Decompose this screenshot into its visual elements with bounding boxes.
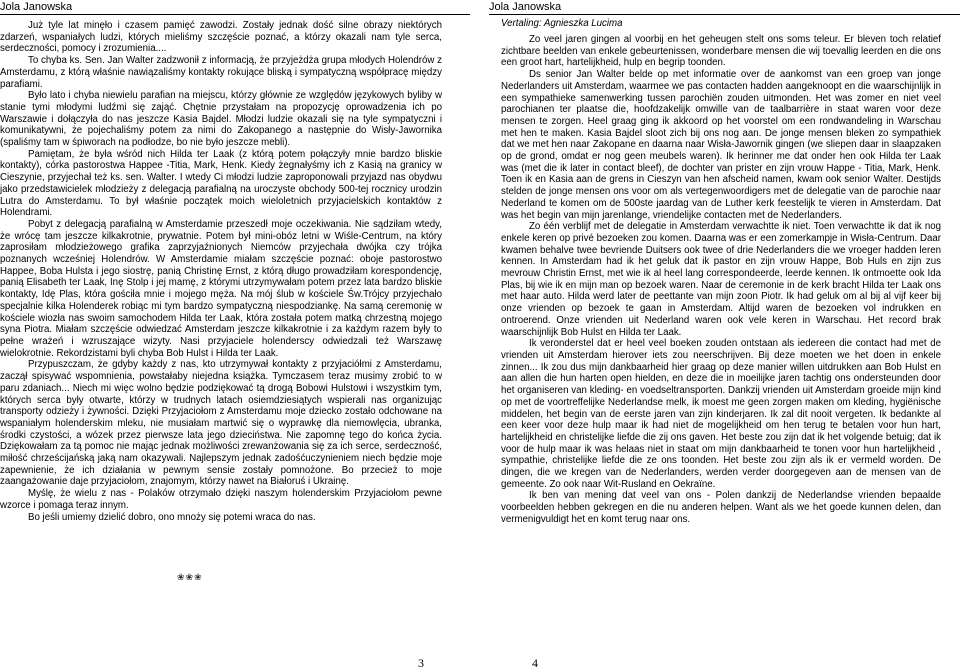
paragraph: Zo veel jaren gingen al voorbij en het geheugen stelt ons soms teleur. Er bleven toch relatief zichtbare beelden van enkele gebeurtenissen, wonderbare mensen die wij toevallig leerden en die ons een groot hart, hartelijkheid, hulp en begrip toonden. — [501, 34, 941, 69]
header-divider — [489, 14, 960, 15]
paragraph: Było lato i chyba niewielu parafian na miejscu, którzy głównie ze względów językowych byliby w stanie tymi młodymi ludźmi się zająć. Chętnie przystałam na propozycję oprowadzenia ich po Warszawie i dołączyła do nas jeszcze Kasia Bajdel. Młodzi ludzie okazali się na tyle sympatyczni i komunikatywni, że pojechaliśmy potem za nimi do Zakopanego a następnie do Wisły-Jawornika (spaliśmy tam w śpiworach na podłodze, bo nie było jeszcze mebli). — [0, 90, 442, 149]
paragraph: To chyba ks. Sen. Jan Walter zadzwonił z informacją, że przyjeżdża grupa młodych Holendrów z Amsterdamu, z którą właśnie nawiązaliśmy kontakty rokujące bliską i sympatyczną współpracę między parafiami. — [0, 55, 442, 90]
paragraph: Pamiętam, że była wśród nich Hilda ter Laak (z którą potem połączyły mnie bardzo bliskie kontakty), córka pastorostwa Happee -Titia, Mark, Henk. Kiedy żegnałyśmy ich z Kasią na granicy w Cieszynie, przyjechał też ks. sen. Walter. I wtedy Ci młodzi ludzie zaproponowali przyjazd nas obydwu jako przedstawicielek młodzieży z delegacją parafialną na uroczyste obchody 500-tej rocznicy urodzin Lutra do Amsterdamu. To był właśnie początek moich wieloletnich przyjacielskich kontaktów z Holendrami. — [0, 148, 442, 219]
paragraph: Myślę, że wielu z nas - Polaków otrzymało dzięki naszym holenderskim Przyjaciołom pewne wzorce i pomaga teraz innym. — [0, 488, 442, 511]
polish-text-body — [0, 20, 442, 523]
paragraph: Zo één verblijf met de delegatie in Amsterdam verwachtte ik niet. Toen verwachtte ik dat ik nog enkele keren op privé bezoeken zou komen. Daarna was er een zomerkampje in Wisła-Centrum. Daar kwamen behalve twee bevriende Duitsers ook twee of drie Nederlanders die we vroeger hadden leren kennen. In Amsterdam had ik het geluk dat ik pastor en zijn vrouw Happe, Bob Huls en zijn zus mevrouw Christin Ernst, met wie ik al heel lang correspondeerde, leerde kennen. Ik ontmoette ook Ida Plas, bij wie ik en mijn man op bezoek waren. Naar de ceremonie in de kerk bracht Hilda ter Laak ons met haar auto. Hilda werd later de peettante van mijn zoon Piotr. Ik had geluk om al bij al vijf keer bij onze vrienden op bezoek te gaan in Amsterdam. Altijd waren de bezoeken vol indrukken en ontroerend. Onze vrienden uit Nederland waren ook vele keren in Warschau. Het record brak waarschijnlijk Bob Hulst en Hilda ter Laak. — [501, 221, 941, 338]
paragraph: Przypuszczam, że gdyby każdy z nas, kto utrzymywał kontakty z przyjaciółmi z Amsterdamu, zaczął spisywać wspomnienia, powstałaby niejedna książka. Tymczasem teraz musimy zrobić to w paru zdaniach... Niech mi więc wolno będzie podziękować tą drogą Bobowi Hulstowi i wszystkim tym, których serca były otwarte, którzy w trudnych latach osiemdziesiątych wspierali nas organizując transporty odzieży i żywności. Dzięki Przyjaciołom z Amsterdamu moje dziecko zostało odchowane na wspaniałym holenderskim mleku, nie musiałam martwić się o wyprawkę dla niemowlęcia, ubranka, środki czystości, a wózek przez pierwsze lata jego dzieciństwa. Nie zapomnę tego do końca życia. Dziękowałam za tą pomoc nie mając jednak możliwości zrewanżowania się za ich serce, serdeczność, miłość chrześcijańską jaką nam okazywali. Najlepszym jednak zadośćuczynieniem niech będzie moje zapewnienie, że ich działania w pewnym sensie zostały pomnożone. Bo przecież to moje zaangażowanie daje przyjaciołom, znajomym, którzy nawet na Białoruś i Ukrainę. — [0, 359, 442, 488]
ornament-flowers: ❀❀❀ — [177, 572, 203, 582]
header-divider — [0, 14, 470, 15]
right-page — [480, 0, 960, 671]
paragraph: Ik veronderstel dat er heel veel boeken zouden ontstaan als iedereen die contact had met de vrienden uit Amsterdam hierover iets zou neerschrijven. Bij deze moeten we het doen in enkele zinnen... Ik zou dus mijn dankbaarheid hier graag op deze manier willen uitdrukken aan Bob Hulst en aan allen die hun harten open hielden, en deze die in moeilijke jaren tachtig ons ondersteunden door het organiseren van kleding- en voedseltransporten. Dankzij vrienden uit Amsterdam groeide mijn kind op met de voortreffelijke Nederlandse melk, ik moest me geen zorgen maken om kleding, hygiënische middelen, het begin van de eerste jaren van zijn kinderjaren. Ik zal dit nooit vergeten. Ik bedankte al een keer voor deze hulp maar ik had niet de mogelijkheid om hen terug te betalen voor hun hart, hartelijkheid en christelijke liefde die zij ons gaven. Het beste zou zijn dat ik het volgende betuig; dat ik voor de hulp maar ik was helaas niet in staat om mijn dankbaarheid te tonen voor hun hartelijkheid , sympathie, christelijke liefde die ze ons toonden. Het beste zou zijn als ik er vermeld worden. De dingen, die we kregen van de Nederlanders, werden verder doorgegeven aan de mensen van de gemeente. Zo ook naar Wit-Rusland en Oekraïne. — [501, 338, 941, 490]
paragraph: Bo jeśli umiemy dzielić dobro, ono mnoży się potemi wraca do nas. — [28, 511, 316, 523]
translator-credit: Vertaling: Agnieszka Lucima — [501, 18, 623, 29]
paragraph: Już tyle lat minęło i czasem pamięć zawodzi. Zostały jednak dość silne obrazy niektórych zdarzeń, wspaniałych ludzi, których mieliśmy szczęście poznać, a którzy okazali nam tyle serca, serdeczności, pomocy i zrozumienia.... — [0, 20, 442, 55]
page-number: 3 — [418, 656, 424, 670]
page-number: 4 — [532, 656, 538, 670]
paragraph: Ds senior Jan Walter belde op met informatie over de aankomst van een groep van jonge Nederlanders uit Amsterdam, waarmee we pas contacten hadden aangeknoopt en die waarschijnlijk in een sympathieke samenwerking tussen parochiën zouden uitmonden. Het was zomer en niet veel parochianen ter plaatse die, hoofdzakelijk omwille van de taalbarrière in staat waren voor deze mensen te zorgen. Heel graag ging ik akkoord op het voorstel om een rondwandeling in Warschau met hen te maken. Kasia Bajdel sloot zich bij ons nog aan. De jonge mensen bleken zo sympathiek dat we met hen naar Zakopane en daarna naar Wisła-Jawornik gingen (we sliepen daar in slaapzaken op de grond, omdat er nog geen meubels waren). Ik herinner me dat onder hen ook Hilda ter Laak was (met die ik later in contact bleef), de dochter van prister en zijn vrouw Happe - Titia, Mark, Henk. Toen ik en Kasia aan de grens in Cieszyn van hen afscheid namen, kwam ook senior Walter. Destijds stelden de jonge mensen ons voor om als vertegenwoordigers met de delegatie van de parochie naar Nederland te komen om de 500ste jaardag van de Luther kerk feestelijk te vieren in Amsterdam. Dat was het begin van mijn jarenlange, vriendelijke contacten met de Nederlanders. — [501, 69, 941, 221]
paragraph: Pobyt z delegacją parafialną w Amsterdamie przeszedł moje oczekiwania. Nie sądziłam wtedy, że wrócę tam jeszcze kilkakrotnie, prywatnie. Potem był mini-obóz letni w Wiśle-Centrum, na który zaprosiłam młodzieżowego grafika zaprzyjaźnionych Niemców przyjechała dwójka czy trójka poznanych wcześniej Holendrów. W Amsterdamie miałam szczęście poznać: oboje pastorostwo Happee, Boba Hulsta i jego siostrę, panią Christinę Ernst, z którą długo prowadziłam korespondencję, panią Elisabeth ter Laak, Inę Stolp i jej mamę, z którymi utrzymywałam potem przez lata bardzo bliskie kontakty, Idę Plas, która gościła mnie i mojego męża. Na mój ślub w kościele Św.Trójcy przyjechało specjalnie kilka Holenderek robiąc mi tym bardzo sympatyczną niespodziankę. Na samą ceremonię w kościele wiozła nas swoim samochodem Hilda ter Laak, która została potem matką chrzestną mojego syna Piotra. Miałam szczęście odwiedzać Amsterdam jeszcze kilkakrotnie i za każdym razem były to pełne wrażeń i wzruszające wizyty. Nasi przyjaciele holenderscy odwiedzali też Warszawę wielokrotnie. Rekordzistami byli chyba Bob Hulst i Hilda ter Laak. — [0, 218, 442, 359]
page-header: Jola Janowska — [0, 1, 73, 13]
paragraph: Ik ben van mening dat veel van ons - Polen dankzij de Nederlandse vrienden bepaalde voorbeelden hebben gekregen en die nu anderen helpen. Want als we het goede kunnen delen, dan vermenigvuldigt het en komt terug naar ons. — [501, 490, 941, 525]
dutch-text-body — [501, 34, 941, 526]
page-header: Jola Janowska — [489, 1, 562, 13]
